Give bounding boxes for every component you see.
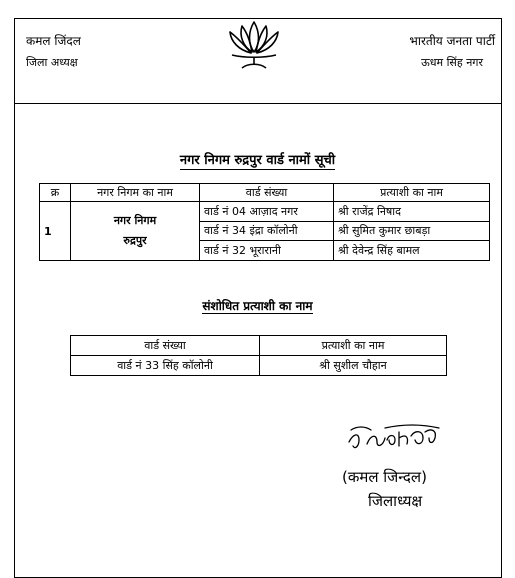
sender-role: जिला अध्यक्ष — [26, 56, 78, 69]
ward-list-table — [39, 183, 490, 261]
district-name: ऊधम सिंह नगर — [421, 56, 483, 69]
party-name: भारतीय जनता पार्टी — [409, 34, 495, 48]
col-corporation: नगर निगम का नाम — [71, 184, 200, 202]
header-divider — [14, 103, 502, 104]
lotus-logo-icon — [222, 18, 286, 72]
candidate-cell: श्री देवेन्द्र सिंह बामल — [334, 241, 490, 261]
ward-cell: वार्ड नं 04 आज़ाद नगर — [200, 202, 334, 222]
sender-name: कमल जिंदल — [26, 34, 81, 48]
table-row — [71, 356, 447, 376]
handwritten-signature — [345, 420, 445, 456]
serial-cell: 1 — [40, 202, 71, 261]
table-row — [40, 202, 490, 222]
candidate-cell: श्री सुमित कुमार छाबड़ा — [334, 221, 490, 241]
table-header-row — [71, 336, 447, 356]
corporation-line2: रुद्रपुर — [123, 234, 147, 247]
candidate-cell: श्री सुशील चौहान — [260, 356, 447, 376]
signatory-role: जिलाध्यक्ष — [368, 492, 423, 510]
ward-cell: वार्ड नं 34 इंद्रा कॉलोनी — [200, 221, 334, 241]
revised-candidate-heading: संशोधित प्रत्याशी का नाम — [202, 299, 313, 313]
candidate-cell: श्री राजेंद्र निषाद — [334, 202, 490, 222]
revised-candidate-table — [70, 335, 447, 376]
col-candidate: प्रत्याशी का नाम — [260, 336, 447, 356]
document-title: नगर निगम रुद्रपुर वार्ड नामों सूची — [179, 153, 336, 168]
table-header-row — [40, 184, 490, 202]
ward-cell: वार्ड नं 33 सिंह कॉलोनी — [71, 356, 260, 376]
col-ward: वार्ड संख्या — [71, 336, 260, 356]
signatory-name: (कमल जिन्दल) — [342, 468, 427, 486]
col-serial: क्र — [40, 184, 71, 202]
col-candidate: प्रत्याशी का नाम — [334, 184, 490, 202]
corporation-cell — [71, 202, 200, 261]
ward-cell: वार्ड नं 32 भूरारानी — [200, 241, 334, 261]
col-ward: वार्ड संख्या — [200, 184, 334, 202]
corporation-line1: नगर निगम — [113, 214, 157, 227]
